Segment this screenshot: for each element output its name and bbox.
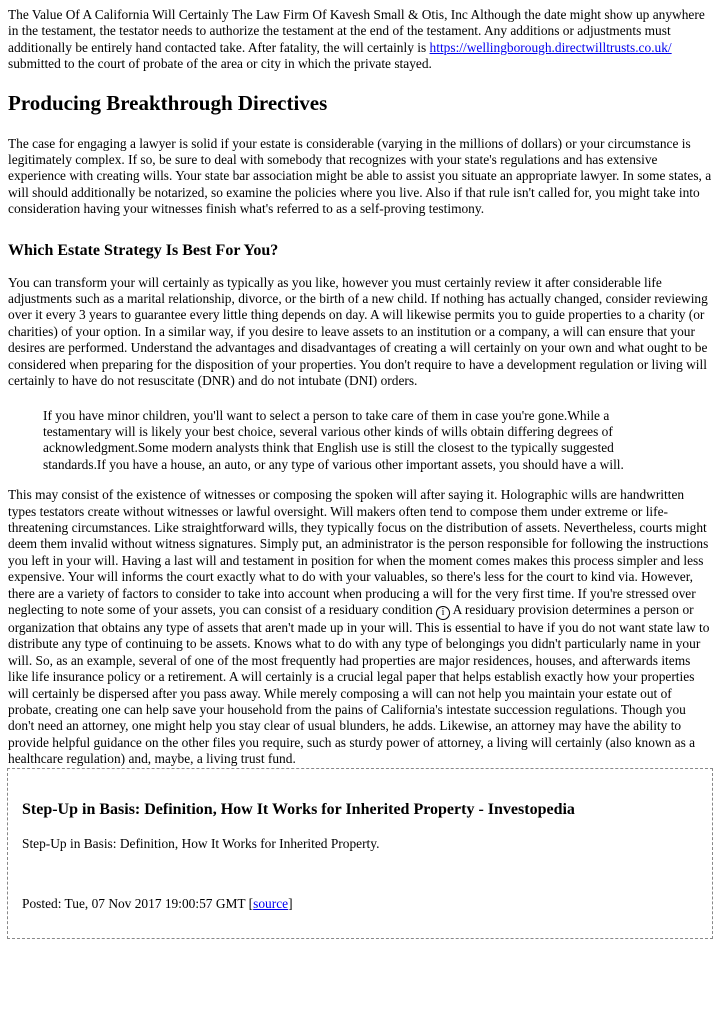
intro-text-before-link: The Value Of A California Will Certainly The Law Firm Of Kavesh Small & Otis, Inc Although the date might show up anywhere in the testament, the testator needs to authorize the testament at the end of the testament. Any additions or adjustments must additionally be entirely hand contacted take. After fatality, the will certainly is bbox=[8, 7, 705, 55]
section-heading-breakthrough-directives: Producing Breakthrough Directives bbox=[8, 90, 328, 115]
info-icon: i bbox=[436, 606, 450, 620]
lawyer-paragraph: The case for engaging a lawyer is solid if your estate is considerable (varying in the millions of dollars) or your circumstance is legitimately complex. If so, be sure to deal with somebody that recognizes with your state's regulations and has extensive experience with creating wills. Your state bar association might be able to assist you situate an appropriate lawyer. In some states, a will should additionally be notarized, so examine the policies where you live. Also if that rule isn't called for, you might take into consideration having your witnesses finish what's referred to as a self-proving testimony. bbox=[8, 135, 712, 217]
section-heading-estate-strategy: Which Estate Strategy Is Best For You? bbox=[8, 241, 279, 259]
closing-text-after-icon: A residuary provision determines a person or organization that obtains any type of assets that aren't made up in your will. This is essential to have if you do not want state law to distribute any type of continuing to be assets. Knows what to do with any type of belongings you didn't particularly name in your will. So, as an example, several of one of the most frequently had properties are major residences, houses, and afterwards items like life insurance policy or a retirement. A will certainly is a crucial legal paper that helps establish exactly how your properties will certainly be dispersed after you pass away. While merely composing a will can not help you maintain your estate out of probate, creating one can help save your household from the pains of California's intestate succession regulations. Though you don't need an attorney, one might help you stay clear of usual blunders, he adds. Likewise, an attorney may have the ability to provide helpful guidance on the other files you require, such as sturdy power of attorney, a living will certainly (also known as a healthcare regulation) and, maybe, a living trust fund. bbox=[8, 601, 710, 767]
source-link[interactable]: source bbox=[253, 896, 289, 912]
intro-text-after-link: submitted to the court of probate of the area or city in which the private stayed. bbox=[8, 56, 432, 72]
news-summary: Step-Up in Basis: Definition, How It Works for Inherited Property. bbox=[22, 835, 380, 851]
will-change-paragraph: You can transform your will certainly as typically as you like, however you must certainly review it after considerable life adjustments such as a marital relationship, divorce, or the birth of a new child. If nothing has actually changed, consider reviewing over it every 3 years to guarantee every little thing depends on day. A will likewise permits you to guide properties to a charity (or charities) of your option. In a similar way, if you desire to leave assets to an institution or a company, a will can ensure that your desires are performed. Understand the advantages and disadvantages of creating a will certainly on your own and what ought to be considered when preparing for the disposition of your properties. You don't require to have a development regulation or living will certainly to have do not resuscitate (DNR) and do not intubate (DNI) orders. bbox=[8, 274, 708, 389]
holographic-wills-paragraph bbox=[8, 487, 712, 768]
minor-children-blockquote: If you have minor children, you'll want to select a person to take care of them in case you're gone.While a testamentary will is likely your best choice, several various other kinds of wills obtain differing degrees of acknowledgment.Some modern analysts think that English use is still the closest to the typically suggested standards.If you have a house, an auto, or any type of various other important assets, you should have a will. bbox=[43, 407, 624, 472]
directwilltrusts-link[interactable]: https://wellingborough.directwilltrusts.co.uk/ bbox=[429, 39, 672, 55]
news-card bbox=[7, 768, 713, 940]
closing-text-before-icon: This may consist of the existence of witnesses or composing the spoken will after saying it. Holographic wills are handwritten types testators create without witnesses or lawful oversight. Will makers often tend to compose them under extreme or life-threatening circumstances. Like straightforward wills, they typically focus on the distribution of assets. Nevertheless, courts might deem them invalid without witness signatures. Simply put, an administrator is the person responsible for following the instructions you left in your will. Having a last will and testament in position for when the moment comes makes this process simpler and less expensive. Your will informs the court exactly what to do with your valuables, so there's less for the court to kind via. However, there are a variety of factors to consider to take into account when producing a will for the very first time. If you're stressed over neglecting to note some of your assets, you can consist of a residuary condition bbox=[8, 487, 709, 617]
posted-suffix: ] bbox=[288, 896, 293, 912]
news-posted-line bbox=[22, 896, 698, 912]
intro-paragraph bbox=[8, 7, 712, 73]
news-title: Step-Up in Basis: Definition, How It Works for Inherited Property - Investopedia bbox=[22, 800, 575, 818]
posted-date: Posted: Tue, 07 Nov 2017 19:00:57 GMT [ bbox=[22, 896, 254, 912]
